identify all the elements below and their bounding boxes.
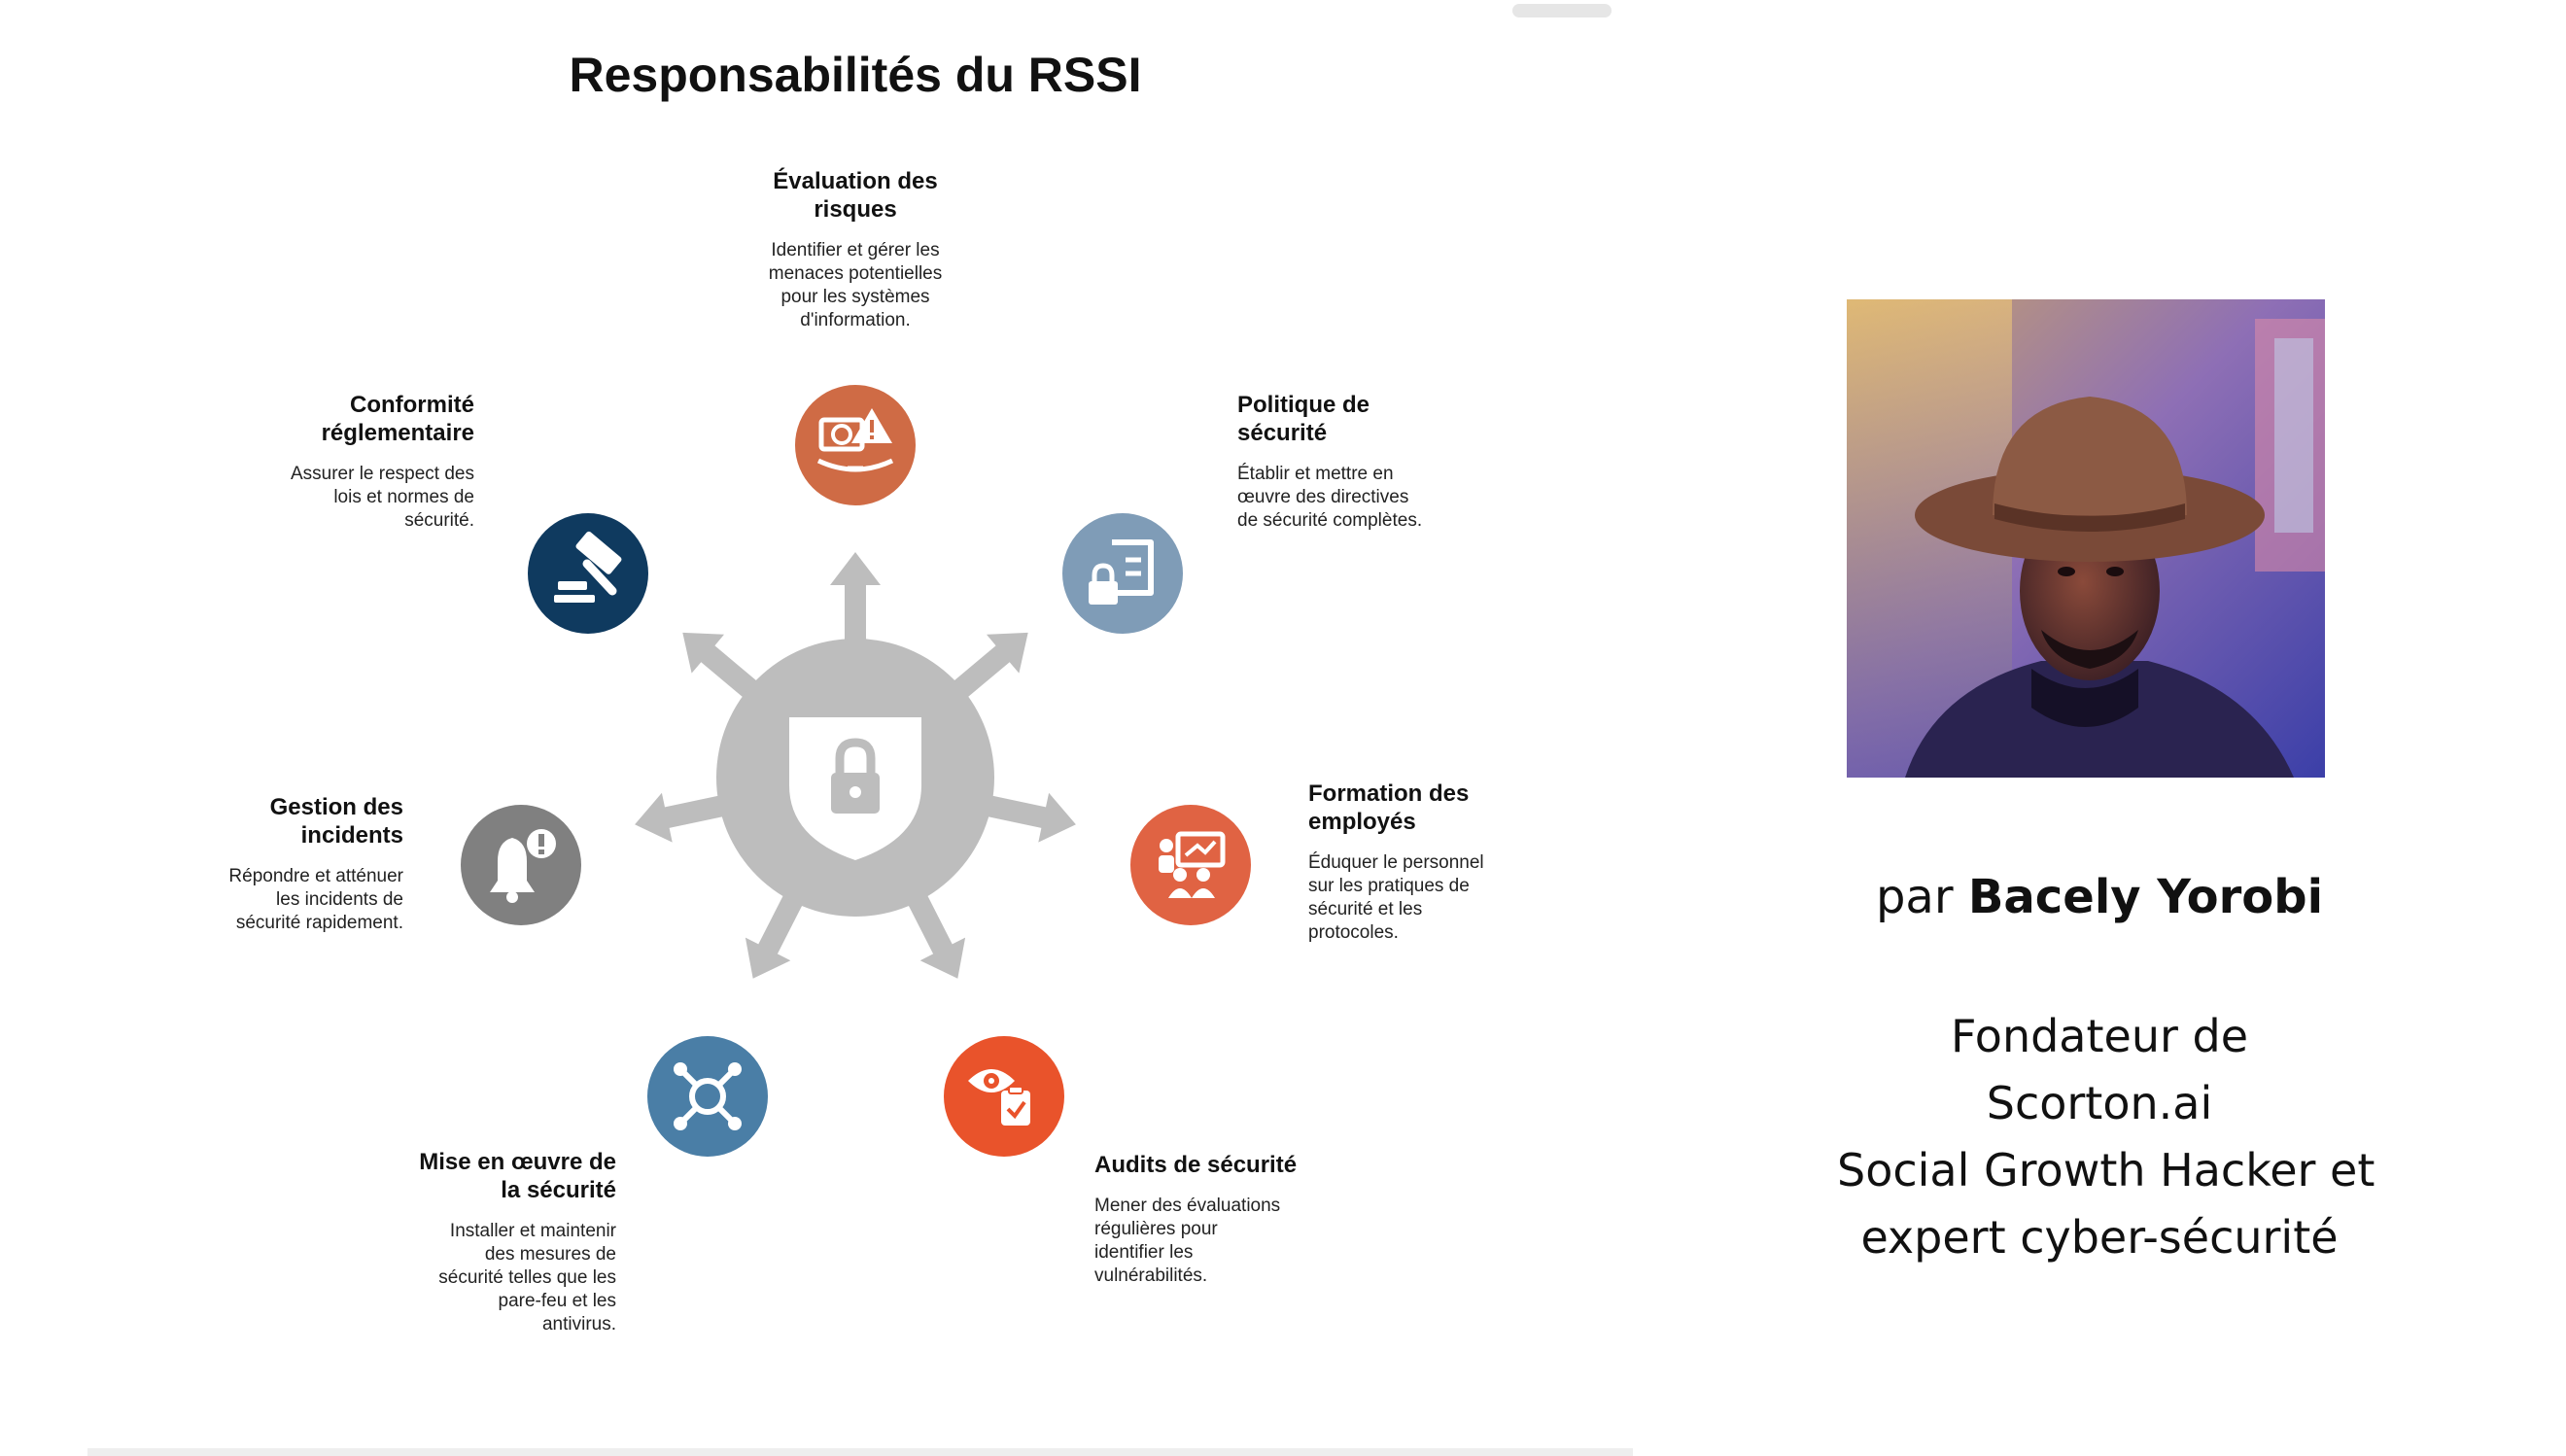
title-line: réglementaire (321, 420, 474, 446)
resp-incidents-title (151, 793, 403, 849)
resp-policy-title (1237, 391, 1490, 447)
desc-line: les incidents de (276, 889, 403, 910)
resp-incidents (151, 793, 403, 935)
title-line: Audits de sécurité (1094, 1152, 1298, 1178)
resp-audit (1094, 1151, 1367, 1288)
desc-line: lois et normes de (333, 487, 474, 507)
resp-training-title (1308, 780, 1561, 836)
bio-line: expert cyber-sécurité (1860, 1211, 2339, 1264)
resp-compliance-title (222, 391, 474, 447)
resp-implementation (364, 1148, 616, 1336)
desc-line: sécurité et les (1308, 899, 1423, 919)
title-line: sécurité (1237, 420, 1328, 446)
node-policy (1062, 513, 1183, 634)
desc-line: sécurité. (404, 510, 474, 531)
desc-line: Éduquer le personnel (1308, 852, 1484, 873)
desc-line: Répondre et atténuer (228, 866, 403, 886)
title-line: employés (1308, 809, 1416, 835)
node-risk (795, 385, 916, 505)
title-line: Mise en œuvre de (419, 1149, 616, 1175)
desc-line: d'information. (800, 310, 911, 330)
title-line: Conformité (350, 392, 474, 418)
author-panel (1633, 0, 2566, 1443)
resp-audit-desc (1094, 1195, 1367, 1288)
resp-incidents-desc (151, 865, 403, 935)
bottom-divider (87, 1448, 1633, 1456)
resp-compliance-desc (222, 463, 474, 533)
node-audit (944, 1036, 1064, 1157)
resp-policy-desc (1237, 463, 1490, 533)
node-risk-circle (795, 385, 916, 505)
desc-line: œuvre des directives (1237, 487, 1409, 507)
bio-line: Social Growth Hacker et (1837, 1144, 2375, 1196)
desc-line: antivirus. (541, 1314, 616, 1335)
desc-line: identifier les (1094, 1242, 1194, 1263)
desc-line: sécurité telles que les (438, 1267, 616, 1288)
resp-implementation-title (364, 1148, 616, 1204)
author-name: Bacely Yorobi (1967, 870, 2324, 924)
resp-audit-title (1094, 1151, 1367, 1179)
byline-prefix: par (1875, 870, 1954, 924)
title-line: Politique de (1237, 392, 1370, 418)
desc-line: Installer et maintenir (449, 1221, 616, 1241)
node-compliance-circle (528, 513, 648, 634)
portrait-photo (1847, 299, 2325, 778)
desc-line: sur les pratiques de (1308, 876, 1470, 896)
desc-line: protocoles. (1308, 922, 1399, 943)
desc-line: Mener des évaluations (1094, 1196, 1281, 1216)
author-bio (1837, 1003, 2375, 1271)
desc-line: de sécurité complètes. (1237, 510, 1423, 531)
node-policy-circle (1062, 513, 1183, 634)
title-line: incidents (300, 822, 403, 849)
desc-line: des mesures de (484, 1244, 616, 1265)
resp-compliance (222, 391, 474, 533)
title-line: Formation des (1308, 780, 1470, 807)
desc-line: pare-feu et les (498, 1291, 616, 1311)
resp-risk-desc (719, 239, 991, 332)
resp-training (1308, 780, 1561, 945)
node-implementation (647, 1036, 768, 1157)
node-implementation-circle (647, 1036, 768, 1157)
title-line: la sécurité (501, 1177, 616, 1203)
resp-training-desc (1308, 851, 1561, 945)
desc-line: menaces potentielles (768, 263, 943, 284)
hub (716, 639, 994, 917)
desc-line: Assurer le respect des (290, 464, 474, 484)
node-compliance (528, 513, 648, 634)
title-line: Gestion des (269, 794, 403, 820)
author-byline (1633, 870, 2566, 924)
resp-policy (1237, 391, 1490, 533)
resp-risk (719, 167, 991, 332)
title-line: Évaluation des (773, 168, 938, 194)
node-training (1130, 805, 1251, 925)
resp-risk-title (719, 167, 991, 224)
resp-implementation-desc (364, 1220, 616, 1336)
desc-line: sécurité rapidement. (235, 913, 403, 933)
node-incidents (461, 805, 581, 925)
bio-line: Fondateur de (1950, 1010, 2249, 1062)
desc-line: vulnérabilités. (1094, 1265, 1208, 1286)
diagram-title: Responsabilités du RSSI (569, 48, 1142, 102)
desc-line: Établir et mettre en (1237, 464, 1394, 484)
author-photo (1847, 299, 2325, 778)
desc-line: pour les systèmes (780, 287, 930, 307)
bio-line: Scorton.ai (1986, 1077, 2213, 1129)
desc-line: régulières pour (1094, 1219, 1218, 1239)
desc-line: Identifier et gérer les (771, 240, 940, 260)
title-line: risques (814, 196, 897, 223)
